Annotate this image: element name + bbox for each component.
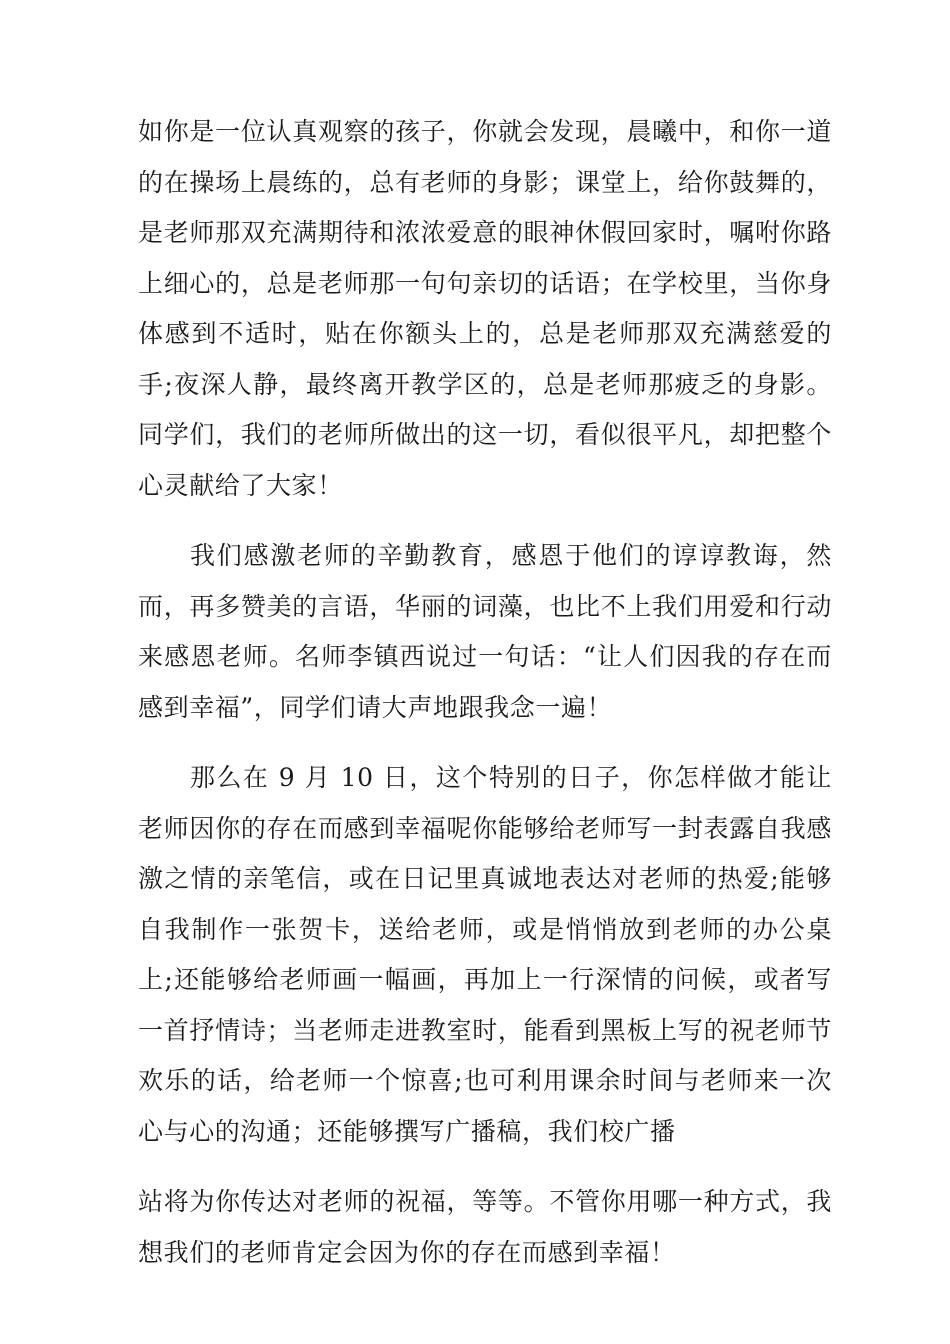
paragraph-4: 站将为你传达对老师的祝福，等等。不管你用哪一种方式，我想我们的老师肯定会因为你的存在而感到幸福！ (138, 1187, 832, 1267)
document-body (138, 107, 832, 1278)
paragraph-2: 我们感激老师的辛勤教育，感恩于他们的谆谆教诲，然而，再多赞美的言语，华丽的词藻，也比不上我们用爱和行动来感恩老师。名师李镇西说过一句话：“让人们因我的存在而感到幸福”，同学们请大声地跟我念一遍！ (138, 541, 832, 722)
paragraph-1: 如你是一位认真观察的孩子，你就会发现，晨曦中，和你一道的在操场上晨练的，总有老师的身影；课堂上，给你鼓舞的，是老师那双充满期待和浓浓爱意的眼神休假回家时，嘱咐你路上细心的，总是老师那一句句亲切的话语；在学校里，当你身体感到不适时，贴在你额头上的，总是老师那双充满慈爱的手;夜深人静，最终离开教学区的，总是老师那疲乏的身影。同学们，我们的老师所做出的这一切，看似很平凡，却把整个心灵献给了大家！ (138, 117, 832, 500)
paragraph-3: 那么在 9 月 10 日，这个特别的日子，你怎样做才能让老师因你的存在而感到幸福呢你能够给老师写一封表露自我感激之情的亲笔信，或在日记里真诚地表达对老师的热爱;能够自我制作一张贺卡，送给老师，或是悄悄放到老师的办公桌上;还能够给老师画一幅画，再加上一行深情的问候，或者写一首抒情诗；当老师走进教室时，能看到黑板上写的祝老师节欢乐的话，给老师一个惊喜;也可利用课余时间与老师来一次心与心的沟通；还能够撰写广播稿，我们校广播 (138, 763, 832, 1146)
